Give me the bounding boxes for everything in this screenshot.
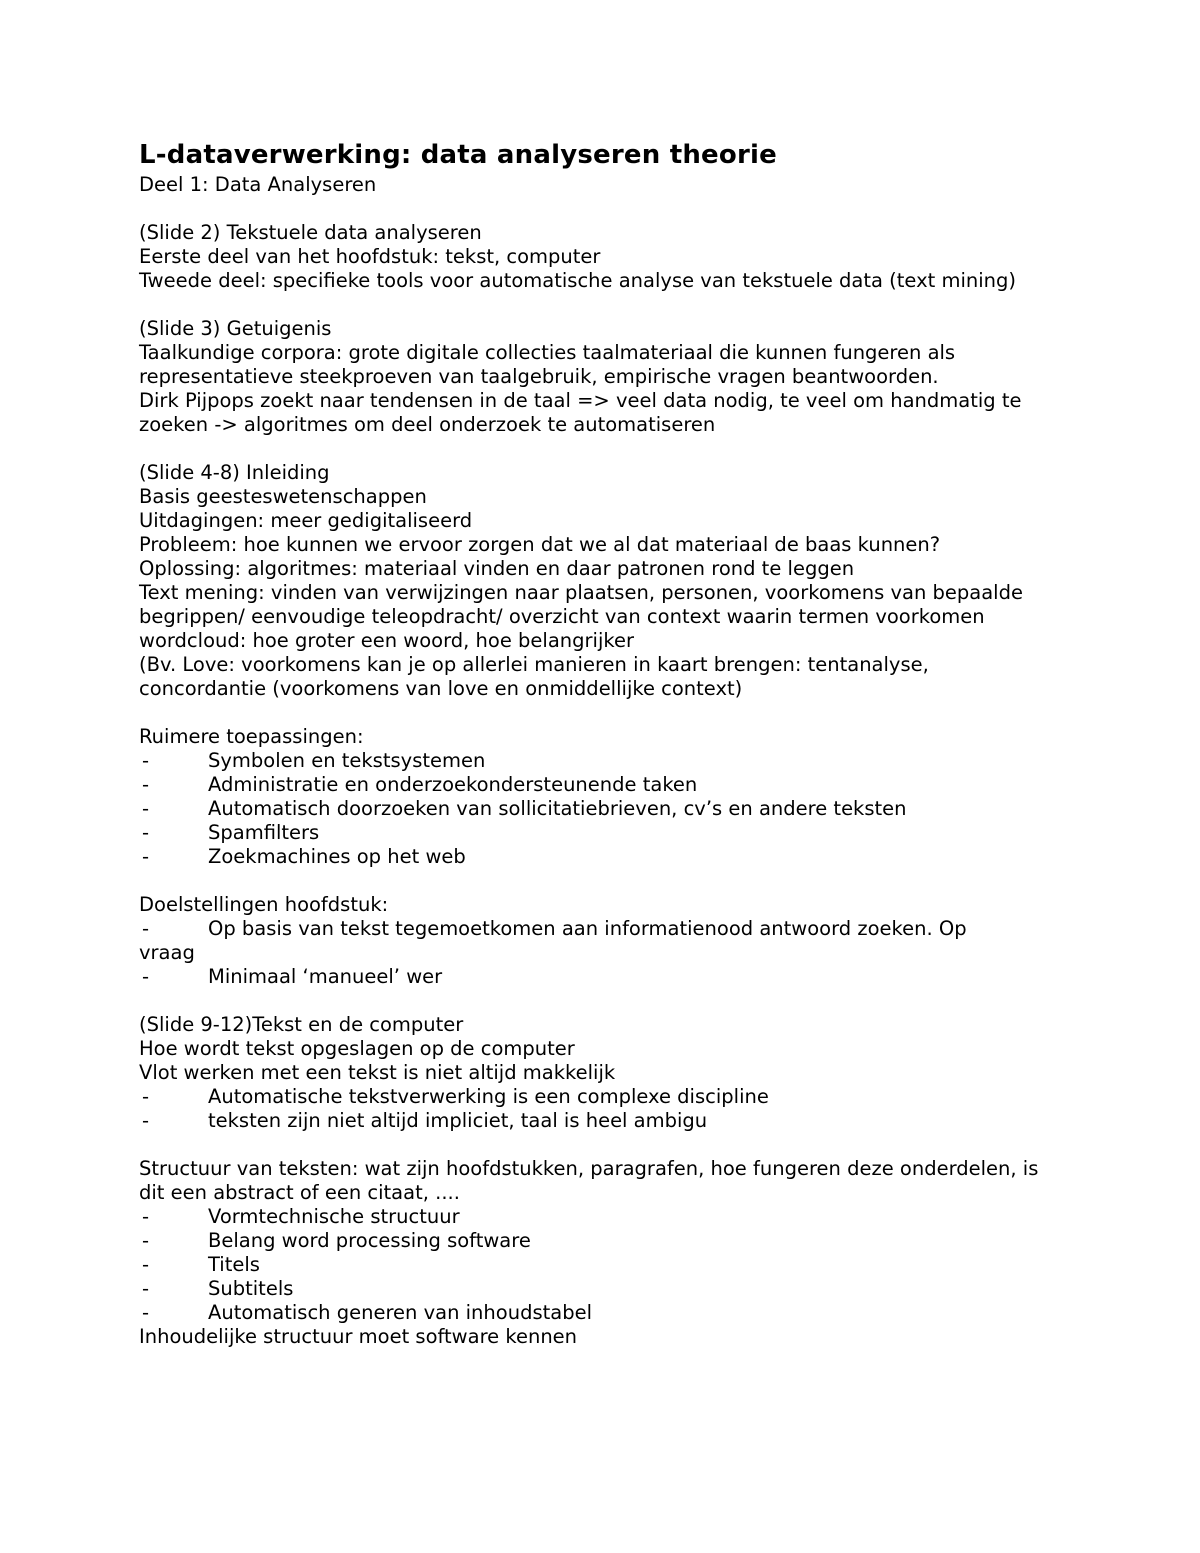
document-title: L-dataverwerking: data analyseren theorie bbox=[139, 140, 777, 170]
list-item bbox=[139, 797, 1050, 821]
list-item-text: Titels bbox=[208, 1253, 260, 1276]
list-item bbox=[139, 773, 1050, 797]
spacer bbox=[139, 293, 1050, 317]
list-item bbox=[139, 1085, 1050, 1109]
bullet-dash: - bbox=[142, 845, 150, 868]
list-item bbox=[139, 845, 1050, 869]
list-item-continuation: vraag bbox=[139, 941, 195, 964]
list-item-text: Vormtechnische structuur bbox=[208, 1205, 460, 1228]
spacer bbox=[139, 989, 1050, 1013]
paragraph-line: Basis geesteswetenschappen bbox=[139, 485, 427, 508]
paragraph-line: Oplossing: algoritmes: materiaal vinden en daar patronen rond te leggen bbox=[139, 557, 855, 580]
paragraph-line: Eerste deel van het hoofdstuk: tekst, computer bbox=[139, 245, 601, 268]
section-heading: (Slide 2) Tekstuele data analyseren bbox=[139, 221, 482, 244]
paragraph-line: Probleem: hoe kunnen we ervoor zorgen dat we al dat materiaal de baas kunnen? bbox=[139, 533, 941, 556]
paragraph-line: Taalkundige corpora: grote digitale collecties taalmateriaal die kunnen fungeren als representatieve steekproeven van taalgebruik, empirische vragen beantwoorden. bbox=[139, 341, 962, 388]
spacer bbox=[139, 197, 1050, 221]
list-item bbox=[139, 1229, 1050, 1253]
bullet-dash: - bbox=[142, 965, 150, 988]
section-heading: (Slide 9-12)Tekst en de computer bbox=[139, 1013, 464, 1036]
list-item-text: Subtitels bbox=[208, 1277, 294, 1300]
paragraph-line: Inhoudelijke structuur moet software kennen bbox=[139, 1325, 578, 1348]
list-item bbox=[139, 1301, 1050, 1325]
paragraph-line: Vlot werken met een tekst is niet altijd makkelijk bbox=[139, 1061, 616, 1084]
paragraph-line: Hoe wordt tekst opgeslagen op de computer bbox=[139, 1037, 575, 1060]
spacer bbox=[139, 437, 1050, 461]
paragraph-line: Tweede deel: specifieke tools voor automatische analyse van tekstuele data (text mining) bbox=[139, 269, 1017, 292]
bullet-dash: - bbox=[142, 1109, 150, 1132]
list-item-text: Op basis van tekst tegemoetkomen aan informatienood antwoord zoeken. Op bbox=[208, 917, 967, 940]
bullet-dash: - bbox=[142, 797, 150, 820]
paragraph-line: (Bv. Love: voorkomens kan je op allerlei manieren in kaart brengen: tentanalyse, concordantie (voorkomens van love en onmiddellijke context) bbox=[139, 653, 936, 700]
list-item-text: Automatisch generen van inhoudstabel bbox=[208, 1301, 592, 1324]
bullet-dash: - bbox=[142, 821, 150, 844]
list-item-text: Automatische tekstverwerking is een complexe discipline bbox=[208, 1085, 769, 1108]
section-heading: Ruimere toepassingen: bbox=[139, 725, 364, 748]
list-item bbox=[139, 1109, 1050, 1133]
list-item-text: teksten zijn niet altijd impliciet, taal is heel ambigu bbox=[208, 1109, 708, 1132]
bullet-dash: - bbox=[142, 1277, 150, 1300]
list-item bbox=[139, 917, 1050, 941]
list-item bbox=[139, 821, 1050, 845]
paragraph-line: Text mening: vinden van verwijzingen naar plaatsen, personen, voorkomens van bepaalde begrippen/ eenvoudige teleopdracht/ overzicht van context waarin termen voorkomen bbox=[139, 581, 1030, 628]
document-subtitle: Deel 1: Data Analyseren bbox=[139, 173, 377, 196]
list-item bbox=[139, 965, 1050, 989]
list-item-text: Symbolen en tekstsystemen bbox=[208, 749, 486, 772]
section-heading: (Slide 4-8) Inleiding bbox=[139, 461, 330, 484]
list-item-text: Automatisch doorzoeken van sollicitatiebrieven, cv’s en andere teksten bbox=[208, 797, 907, 820]
bullet-dash: - bbox=[142, 1205, 150, 1228]
bullet-dash: - bbox=[142, 1085, 150, 1108]
list-item-text: Minimaal ‘manueel’ wer bbox=[208, 965, 443, 988]
bullet-dash: - bbox=[142, 917, 150, 940]
paragraph-line: Dirk Pijpops zoekt naar tendensen in de taal => veel data nodig, te veel om handmatig te zoeken -> algoritmes om deel onderzoek te automatiseren bbox=[139, 389, 1028, 436]
list-item bbox=[139, 749, 1050, 773]
spacer bbox=[139, 869, 1050, 893]
section-heading: (Slide 3) Getuigenis bbox=[139, 317, 332, 340]
spacer bbox=[139, 1133, 1050, 1157]
list-item-text: Spamfilters bbox=[208, 821, 320, 844]
bullet-dash: - bbox=[142, 773, 150, 796]
list-item-text: Belang word processing software bbox=[208, 1229, 531, 1252]
list-item bbox=[139, 1253, 1050, 1277]
bullet-dash: - bbox=[142, 1301, 150, 1324]
bullet-dash: - bbox=[142, 1229, 150, 1252]
bullet-dash: - bbox=[142, 1253, 150, 1276]
list-item bbox=[139, 1277, 1050, 1301]
spacer bbox=[139, 701, 1050, 725]
bullet-dash: - bbox=[142, 749, 150, 772]
list-item bbox=[139, 1205, 1050, 1229]
paragraph-line: Structuur van teksten: wat zijn hoofdstukken, paragrafen, hoe fungeren deze onderdelen, is dit een abstract of een citaat, .... bbox=[139, 1157, 1045, 1204]
section-heading: Doelstellingen hoofdstuk: bbox=[139, 893, 389, 916]
paragraph-line: wordcloud: hoe groter een woord, hoe belangrijker bbox=[139, 629, 634, 652]
list-item-text: Zoekmachines op het web bbox=[208, 845, 466, 868]
list-item-text: Administratie en onderzoekondersteunende taken bbox=[208, 773, 698, 796]
paragraph-line: Uitdagingen: meer gedigitaliseerd bbox=[139, 509, 473, 532]
